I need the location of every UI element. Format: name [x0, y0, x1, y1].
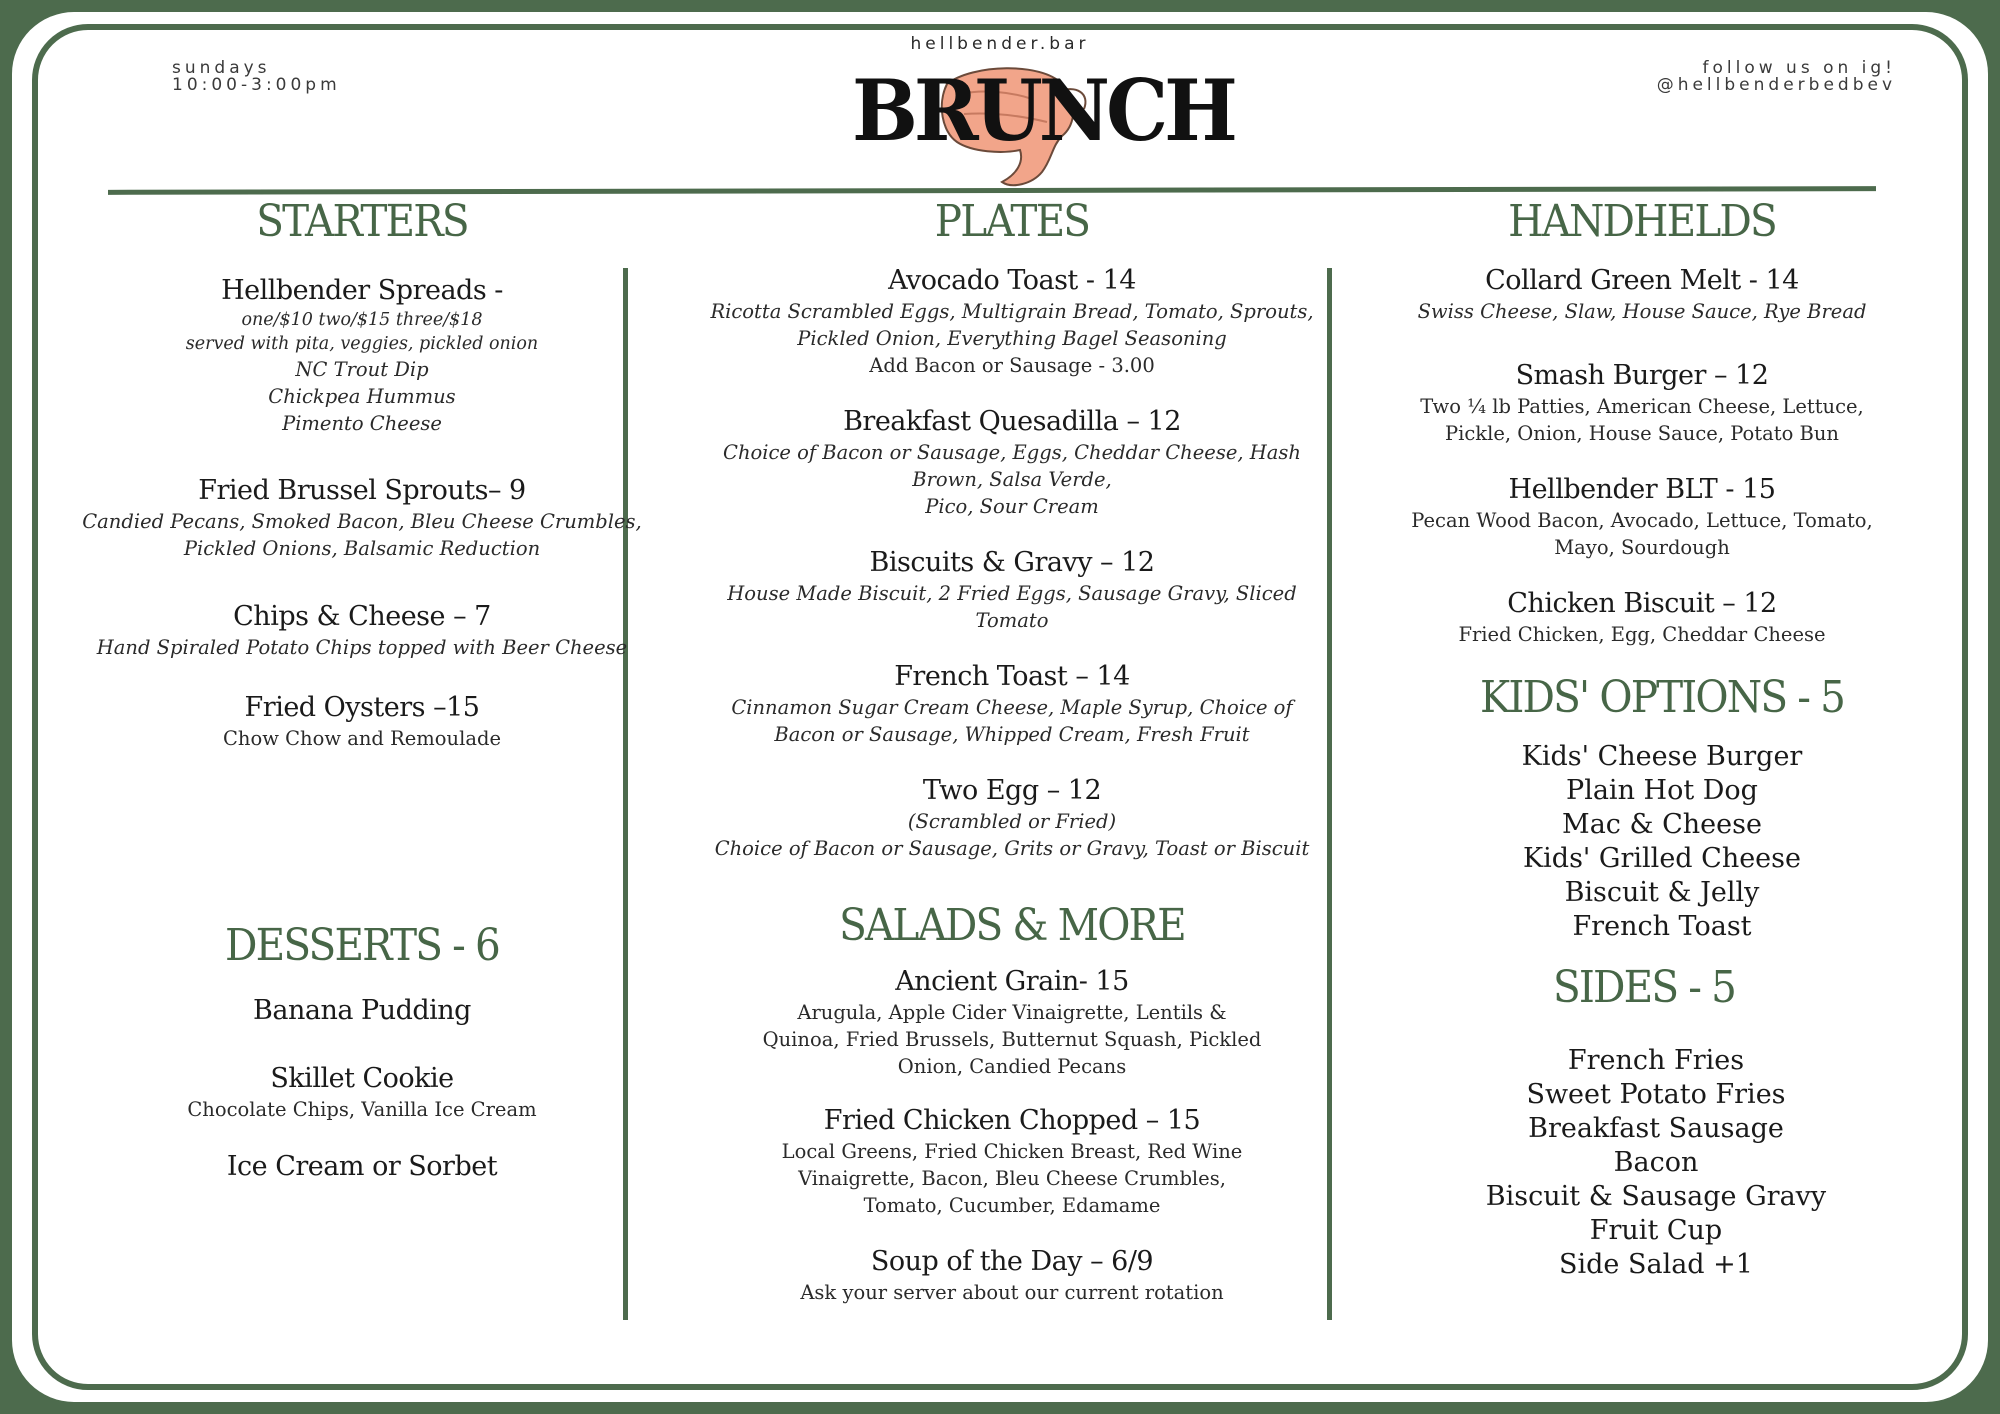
item-desc: Onion, Candied Pecans: [897, 1055, 1127, 1078]
menu-item: [1332, 359, 1952, 447]
item-desc: Two ¼ lb Patties, American Cheese, Lettuce,: [1420, 395, 1864, 418]
item-desc: served with pita, veggies, pickled onion: [185, 334, 539, 354]
item-desc: Pecan Wood Bacon, Avocado, Lettuce, Tomato,: [1411, 509, 1873, 532]
menu-item: [52, 474, 672, 562]
item-desc: Chocolate Chips, Vanilla Ice Cream: [187, 1098, 537, 1121]
item-name: Fried Brussel Sprouts– 9: [198, 475, 526, 506]
sides-heading: SIDES - 5: [1552, 962, 1736, 1013]
item-name: Fried Oysters –15: [244, 692, 480, 723]
item-desc: Brown, Salsa Verde,: [912, 468, 1112, 491]
menu-item: [52, 274, 672, 437]
list-item: Plain Hot Dog: [1566, 775, 1758, 806]
item-desc: Local Greens, Fried Chicken Breast, Red Wine: [781, 1140, 1243, 1163]
list-item: Bacon: [1613, 1147, 1699, 1178]
menu-item: [1332, 587, 1952, 648]
item-name: Ice Cream or Sorbet: [226, 1151, 498, 1182]
social-handle: @hellbenderbedbev: [1656, 75, 1896, 95]
item-name: Two Egg – 12: [922, 775, 1102, 806]
menu-item: [702, 660, 1322, 748]
item-desc: Cinnamon Sugar Cream Cheese, Maple Syrup, Choice of: [731, 696, 1293, 719]
item-desc: Add Bacon or Sausage - 3.00: [869, 354, 1155, 377]
menu-item: [52, 994, 672, 1028]
menu-item: [1332, 473, 1952, 561]
item-desc: Arugula, Apple Cider Vinaigrette, Lentils &: [797, 1001, 1227, 1024]
item-desc: (Scrambled or Fried): [907, 810, 1117, 833]
social-line: follow us on ig!: [1702, 58, 1896, 78]
list-item: Fruit Cup: [1589, 1215, 1723, 1246]
item-desc: Pickled Onion, Everything Bagel Seasoning: [797, 327, 1227, 350]
item-desc: NC Trout Dip: [295, 358, 429, 381]
item-name: Hellbender BLT - 15: [1508, 474, 1776, 505]
desserts-heading: DESSERTS - 6: [225, 920, 499, 971]
menu-item: [52, 600, 672, 661]
item-name: Chips & Cheese – 7: [233, 601, 491, 632]
menu-item: [702, 264, 1322, 379]
hours-day: sundays: [172, 58, 271, 78]
item-desc: Quinoa, Fried Brussels, Butternut Squash, Pickled: [762, 1028, 1262, 1051]
item-desc: Pimento Cheese: [282, 412, 442, 435]
item-desc: Chickpea Hummus: [268, 385, 456, 408]
item-desc: Candied Pecans, Smoked Bacon, Bleu Cheese Crumbles,: [82, 510, 642, 533]
starters-heading: STARTERS: [256, 196, 468, 247]
list-item: Kids' Cheese Burger: [1521, 741, 1803, 772]
item-desc: Mayo, Sourdough: [1554, 536, 1730, 559]
list-item: Biscuit & Jelly: [1564, 877, 1760, 908]
item-desc: Tomato: [975, 609, 1049, 632]
kids-list: [1352, 740, 1972, 944]
item-desc: Hand Spiraled Potato Chips topped with Beer Cheese: [96, 636, 628, 659]
item-desc: Ricotta Scrambled Eggs, Multigrain Bread, Tomato, Sprouts,: [710, 300, 1314, 323]
item-name: Breakfast Quesadilla – 12: [843, 406, 1181, 437]
menu-item: [702, 1104, 1322, 1219]
list-item: Sweet Potato Fries: [1526, 1079, 1786, 1110]
list-item: Side Salad +1: [1559, 1249, 1753, 1280]
item-name: Ancient Grain- 15: [895, 966, 1129, 997]
item-desc: House Made Biscuit, 2 Fried Eggs, Sausage Gravy, Sliced: [727, 582, 1297, 605]
menu-item: [702, 965, 1322, 1080]
brunch-logo: [852, 54, 1234, 194]
menu-item: [702, 546, 1322, 634]
item-desc: one/$10 two/$15 three/$18: [241, 310, 483, 330]
item-name: Skillet Cookie: [270, 1063, 454, 1094]
item-desc: Fried Chicken, Egg, Cheddar Cheese: [1458, 623, 1826, 646]
item-name: French Toast – 14: [894, 661, 1130, 692]
menu-item: [1332, 264, 1952, 325]
item-name: Hellbender Spreads -: [221, 275, 503, 306]
hours: [172, 60, 341, 94]
list-item: Biscuit & Sausage Gravy: [1485, 1181, 1827, 1212]
item-desc: Bacon or Sausage, Whipped Cream, Fresh Fruit: [774, 723, 1250, 746]
item-name: Smash Burger – 12: [1515, 360, 1769, 391]
menu-item: [702, 405, 1322, 520]
item-desc: Pickle, Onion, House Sauce, Potato Bun: [1445, 422, 1839, 445]
website: hellbender.bar: [910, 34, 1090, 54]
hours-time: 10:00-3:00pm: [172, 75, 341, 95]
item-desc: Chow Chow and Remoulade: [223, 727, 501, 750]
item-desc: Swiss Cheese, Slaw, House Sauce, Rye Bread: [1417, 300, 1867, 323]
item-desc: Tomato, Cucumber, Edamame: [863, 1194, 1161, 1217]
item-name: Soup of the Day – 6/9: [870, 1246, 1154, 1277]
plates-heading: PLATES: [934, 196, 1090, 247]
item-desc: Vinaigrette, Bacon, Bleu Cheese Crumbles,: [798, 1167, 1226, 1190]
handhelds-heading: HANDHELDS: [1508, 196, 1776, 247]
menu-item: [52, 1150, 672, 1184]
brunch-title: BRUNCH: [852, 62, 1234, 161]
social: [1657, 60, 1896, 94]
item-name: Chicken Biscuit – 12: [1507, 588, 1777, 619]
list-item: French Fries: [1567, 1045, 1745, 1076]
item-name: Avocado Toast - 14: [888, 265, 1136, 296]
salads-heading: SALADS & MORE: [839, 900, 1185, 951]
item-name: Collard Green Melt - 14: [1485, 265, 1799, 296]
list-item: Mac & Cheese: [1562, 809, 1762, 840]
menu-item: [702, 1245, 1322, 1306]
item-desc: Ask your server about our current rotation: [800, 1281, 1224, 1304]
item-desc: Choice of Bacon or Sausage, Eggs, Cheddar Cheese, Hash: [723, 441, 1301, 464]
item-desc: Choice of Bacon or Sausage, Grits or Gravy, Toast or Biscuit: [714, 837, 1310, 860]
menu-card: [12, 12, 1988, 1402]
kids-heading: KIDS' OPTIONS - 5: [1479, 672, 1845, 723]
list-item: Kids' Grilled Cheese: [1522, 843, 1801, 874]
list-item: French Toast: [1572, 911, 1752, 942]
menu-item: [52, 1062, 672, 1123]
item-name: Fried Chicken Chopped – 15: [823, 1105, 1201, 1136]
item-desc: Pickled Onions, Balsamic Reduction: [183, 537, 541, 560]
item-name: Biscuits & Gravy – 12: [869, 547, 1155, 578]
list-item: Breakfast Sausage: [1528, 1113, 1784, 1144]
menu-item: [702, 774, 1322, 862]
item-name: Banana Pudding: [253, 995, 471, 1026]
menu-item: [52, 691, 672, 752]
item-desc: Pico, Sour Cream: [925, 495, 1099, 518]
sides-list: [1346, 1044, 1966, 1282]
